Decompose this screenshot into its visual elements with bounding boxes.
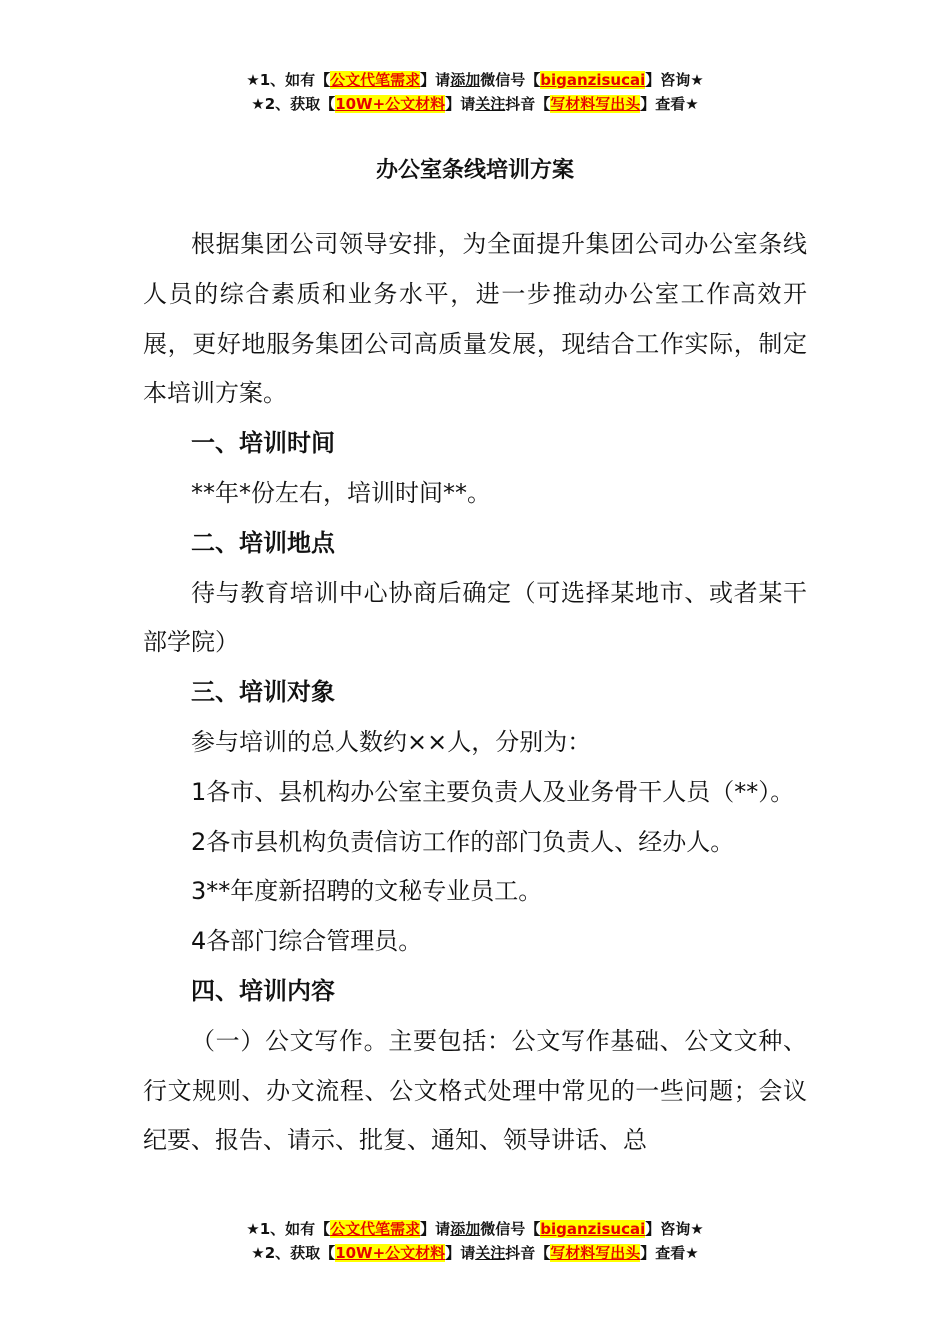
section-heading-content: 四、培训内容 bbox=[191, 976, 335, 1005]
banner-highlight: 公文代笔需求 bbox=[330, 71, 421, 89]
audience-item-1: 1各市、县机构办公室主要负责人及业务骨干人员（**）。 bbox=[191, 777, 795, 806]
banner-line-1 bbox=[0, 1217, 950, 1241]
header-banner bbox=[0, 68, 950, 116]
banner-highlight: 10W+公文材料 bbox=[335, 95, 446, 113]
banner-underline: 关注 bbox=[475, 95, 506, 113]
banner-highlight: 10W+公文材料 bbox=[335, 1244, 446, 1262]
section-heading-audience: 三、培训对象 bbox=[191, 678, 335, 707]
document-body bbox=[143, 220, 807, 1166]
banner-text: ★2、获取【 bbox=[251, 95, 336, 113]
audience-item-4: 4各部门综合管理员。 bbox=[191, 927, 423, 956]
banner-underline: 关注 bbox=[475, 1244, 506, 1262]
banner-text: 】请 bbox=[420, 71, 451, 89]
paragraph-time: **年*份左右，培训时间**。 bbox=[191, 478, 491, 507]
banner-wechat-id: biganzisucai bbox=[540, 71, 646, 89]
banner-text: 微信号【 bbox=[480, 1220, 541, 1238]
paragraph-audience: 参与培训的总人数约××人，分别为： bbox=[191, 727, 592, 756]
paragraph-content-1: （一）公文写作。主要包括：公文写作基础、公文文种、行文规则、办文流程、公文格式处理中常见的一些问题；会议纪要、报告、请示、批复、通知、领导讲话、总 bbox=[143, 1026, 807, 1155]
banner-text: 】查看★ bbox=[640, 1244, 699, 1262]
document-title: 办公室条线培训方案 bbox=[375, 158, 574, 183]
section-heading-place: 二、培训地点 bbox=[191, 528, 335, 557]
banner-text: ★1、如有【 bbox=[246, 71, 331, 89]
paragraph-place: 待与教育培训中心协商后确定（可选择某地市、或者某干部学院） bbox=[143, 578, 807, 657]
banner-text: 】请 bbox=[420, 1220, 451, 1238]
section-heading-time: 一、培训时间 bbox=[191, 429, 335, 458]
audience-item-3: 3**年度新招聘的文秘专业员工。 bbox=[191, 877, 543, 906]
banner-highlight: 公文代笔需求 bbox=[330, 1220, 421, 1238]
banner-line-2 bbox=[0, 1241, 950, 1265]
footer-banner bbox=[0, 1217, 950, 1265]
audience-item-2: 2各市县机构负责信访工作的部门负责人、经办人。 bbox=[191, 827, 735, 856]
banner-text: 】查看★ bbox=[640, 95, 699, 113]
banner-douyin-id: 写材料写出头 bbox=[550, 95, 641, 113]
banner-text: 抖音【 bbox=[505, 95, 551, 113]
banner-douyin-id: 写材料写出头 bbox=[550, 1244, 641, 1262]
banner-wechat-id: biganzisucai bbox=[540, 1220, 646, 1238]
intro-paragraph: 根据集团公司领导安排，为全面提升集团公司办公室条线人员的综合素质和业务水平，进一步推动办公室工作高效开展，更好地服务集团公司高质量发展，现结合工作实际，制定本培训方案。 bbox=[143, 230, 807, 408]
banner-text: 】请 bbox=[445, 95, 476, 113]
banner-text: ★2、获取【 bbox=[251, 1244, 336, 1262]
banner-text: 抖音【 bbox=[505, 1244, 551, 1262]
banner-text: 】咨询★ bbox=[645, 1220, 704, 1238]
banner-text: 】请 bbox=[445, 1244, 476, 1262]
banner-line-2 bbox=[0, 92, 950, 116]
banner-text: ★1、如有【 bbox=[246, 1220, 331, 1238]
banner-text: 微信号【 bbox=[480, 71, 541, 89]
banner-text: 】咨询★ bbox=[645, 71, 704, 89]
banner-underline: 添加 bbox=[450, 71, 481, 89]
banner-line-1 bbox=[0, 68, 950, 92]
banner-underline: 添加 bbox=[450, 1220, 481, 1238]
